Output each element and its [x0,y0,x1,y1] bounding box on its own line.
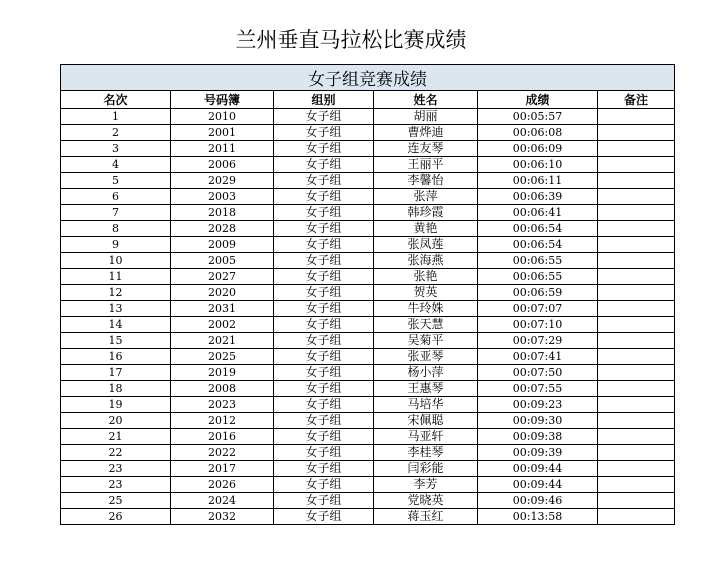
cell-bib: 2012 [171,413,274,429]
section-title: 女子组竞赛成绩 [61,65,675,91]
cell-bib: 2006 [171,157,274,173]
table-row [61,221,675,237]
cell-group: 女子组 [274,445,374,461]
cell-remark [598,333,675,349]
cell-name: 蒋玉红 [374,509,478,525]
cell-remark [598,477,675,493]
cell-name: 李馨怡 [374,173,478,189]
table-row [61,445,675,461]
cell-name: 马亚轩 [374,429,478,445]
table-row [61,413,675,429]
cell-name: 李芳 [374,477,478,493]
cell-remark [598,429,675,445]
cell-bib: 2022 [171,445,274,461]
column-header-name: 姓名 [374,91,478,109]
cell-group: 女子组 [274,461,374,477]
table-row [61,349,675,365]
cell-bib: 2032 [171,509,274,525]
cell-result: 00:06:54 [478,237,598,253]
cell-name: 杨小萍 [374,365,478,381]
cell-result: 00:09:44 [478,477,598,493]
cell-rank: 23 [61,461,171,477]
cell-remark [598,445,675,461]
cell-group: 女子组 [274,429,374,445]
cell-group: 女子组 [274,109,374,125]
cell-name: 王丽平 [374,157,478,173]
cell-remark [598,381,675,397]
cell-rank: 5 [61,173,171,189]
cell-remark [598,141,675,157]
cell-remark [598,397,675,413]
document-title: 兰州垂直马拉松比赛成绩 [235,28,467,52]
cell-result: 00:06:59 [478,285,598,301]
cell-group: 女子组 [274,509,374,525]
cell-result: 00:09:30 [478,413,598,429]
cell-rank: 17 [61,365,171,381]
cell-group: 女子组 [274,157,374,173]
cell-rank: 7 [61,205,171,221]
cell-rank: 22 [61,445,171,461]
column-header-group: 组别 [274,91,374,109]
cell-name: 连友琴 [374,141,478,157]
cell-rank: 4 [61,157,171,173]
cell-result: 00:07:29 [478,333,598,349]
table-row [61,461,675,477]
cell-result: 00:06:11 [478,173,598,189]
cell-result: 00:07:10 [478,317,598,333]
column-header-remark: 备注 [598,91,675,109]
cell-bib: 2003 [171,189,274,205]
cell-bib: 2028 [171,221,274,237]
cell-name: 宋佩聪 [374,413,478,429]
table-row [61,317,675,333]
cell-rank: 12 [61,285,171,301]
cell-name: 胡丽 [374,109,478,125]
cell-group: 女子组 [274,333,374,349]
cell-name: 张海燕 [374,253,478,269]
cell-name: 马培华 [374,397,478,413]
cell-name: 张天慧 [374,317,478,333]
cell-rank: 11 [61,269,171,285]
section-header-row [61,65,675,91]
cell-name: 党晓英 [374,493,478,509]
cell-name: 贺英 [374,285,478,301]
table-row [61,365,675,381]
table-row [61,141,675,157]
cell-remark [598,509,675,525]
cell-name: 李桂琴 [374,445,478,461]
cell-result: 00:07:50 [478,365,598,381]
cell-remark [598,253,675,269]
cell-rank: 18 [61,381,171,397]
cell-result: 00:06:41 [478,205,598,221]
cell-bib: 2016 [171,429,274,445]
cell-group: 女子组 [274,301,374,317]
table-row [61,397,675,413]
cell-name: 张凤莲 [374,237,478,253]
cell-remark [598,317,675,333]
cell-remark [598,285,675,301]
cell-remark [598,157,675,173]
cell-remark [598,237,675,253]
table-row [61,253,675,269]
cell-group: 女子组 [274,173,374,189]
table-row [61,429,675,445]
cell-result: 00:07:07 [478,301,598,317]
cell-bib: 2009 [171,237,274,253]
column-header-row [61,91,675,109]
table-row [61,237,675,253]
cell-group: 女子组 [274,477,374,493]
cell-bib: 2001 [171,125,274,141]
cell-bib: 2002 [171,317,274,333]
cell-group: 女子组 [274,413,374,429]
cell-result: 00:06:55 [478,269,598,285]
cell-bib: 2023 [171,397,274,413]
cell-name: 黄艳 [374,221,478,237]
cell-group: 女子组 [274,381,374,397]
cell-group: 女子组 [274,397,374,413]
cell-rank: 8 [61,221,171,237]
cell-result: 00:07:55 [478,381,598,397]
cell-result: 00:06:54 [478,221,598,237]
table-row [61,381,675,397]
cell-group: 女子组 [274,365,374,381]
cell-result: 00:13:58 [478,509,598,525]
cell-bib: 2010 [171,109,274,125]
cell-result: 00:09:38 [478,429,598,445]
column-header-rank: 名次 [61,91,171,109]
cell-group: 女子组 [274,237,374,253]
cell-bib: 2024 [171,493,274,509]
table-row [61,301,675,317]
cell-bib: 2025 [171,349,274,365]
cell-rank: 21 [61,429,171,445]
table-row [61,477,675,493]
cell-group: 女子组 [274,141,374,157]
cell-rank: 23 [61,477,171,493]
cell-remark [598,173,675,189]
cell-group: 女子组 [274,349,374,365]
cell-result: 00:09:23 [478,397,598,413]
cell-bib: 2027 [171,269,274,285]
cell-name: 张萍 [374,189,478,205]
cell-remark [598,109,675,125]
cell-bib: 2031 [171,301,274,317]
cell-remark [598,269,675,285]
cell-rank: 25 [61,493,171,509]
table-row [61,333,675,349]
cell-name: 牛玲姝 [374,301,478,317]
table-row [61,189,675,205]
cell-bib: 2026 [171,477,274,493]
cell-group: 女子组 [274,125,374,141]
cell-name: 张亚琴 [374,349,478,365]
cell-group: 女子组 [274,221,374,237]
cell-rank: 1 [61,109,171,125]
cell-group: 女子组 [274,285,374,301]
cell-result: 00:09:44 [478,461,598,477]
cell-group: 女子组 [274,317,374,333]
table-row [61,205,675,221]
column-header-result: 成绩 [478,91,598,109]
cell-rank: 6 [61,189,171,205]
cell-bib: 2018 [171,205,274,221]
cell-name: 王惠琴 [374,381,478,397]
cell-name: 吴菊平 [374,333,478,349]
table-row [61,125,675,141]
cell-rank: 3 [61,141,171,157]
cell-result: 00:09:46 [478,493,598,509]
cell-result: 00:06:10 [478,157,598,173]
cell-result: 00:07:41 [478,349,598,365]
cell-rank: 13 [61,301,171,317]
cell-remark [598,349,675,365]
cell-remark [598,205,675,221]
cell-bib: 2021 [171,333,274,349]
table-row [61,269,675,285]
table-row [61,109,675,125]
cell-remark [598,461,675,477]
table-row [61,173,675,189]
cell-group: 女子组 [274,269,374,285]
cell-result: 00:06:09 [478,141,598,157]
cell-bib: 2029 [171,173,274,189]
table-row [61,509,675,525]
table-row [61,493,675,509]
cell-rank: 15 [61,333,171,349]
cell-name: 张艳 [374,269,478,285]
cell-rank: 14 [61,317,171,333]
table-row [61,157,675,173]
cell-remark [598,413,675,429]
cell-rank: 19 [61,397,171,413]
cell-result: 00:06:39 [478,189,598,205]
cell-name: 韩珍霞 [374,205,478,221]
cell-remark [598,221,675,237]
cell-group: 女子组 [274,493,374,509]
column-header-bib: 号码簿 [171,91,274,109]
cell-remark [598,301,675,317]
cell-group: 女子组 [274,205,374,221]
cell-bib: 2011 [171,141,274,157]
cell-name: 闫彩能 [374,461,478,477]
cell-rank: 10 [61,253,171,269]
cell-rank: 9 [61,237,171,253]
cell-remark [598,189,675,205]
results-table [60,64,675,525]
cell-rank: 26 [61,509,171,525]
cell-result: 00:05:57 [478,109,598,125]
cell-name: 曹烨迪 [374,125,478,141]
cell-bib: 2019 [171,365,274,381]
cell-remark [598,125,675,141]
table-row [61,285,675,301]
cell-remark [598,493,675,509]
cell-rank: 16 [61,349,171,365]
cell-result: 00:09:39 [478,445,598,461]
cell-rank: 2 [61,125,171,141]
cell-group: 女子组 [274,253,374,269]
table-body [61,109,675,525]
cell-bib: 2008 [171,381,274,397]
cell-bib: 2005 [171,253,274,269]
cell-remark [598,365,675,381]
cell-bib: 2020 [171,285,274,301]
cell-result: 00:06:08 [478,125,598,141]
cell-result: 00:06:55 [478,253,598,269]
cell-bib: 2017 [171,461,274,477]
cell-rank: 20 [61,413,171,429]
cell-group: 女子组 [274,189,374,205]
